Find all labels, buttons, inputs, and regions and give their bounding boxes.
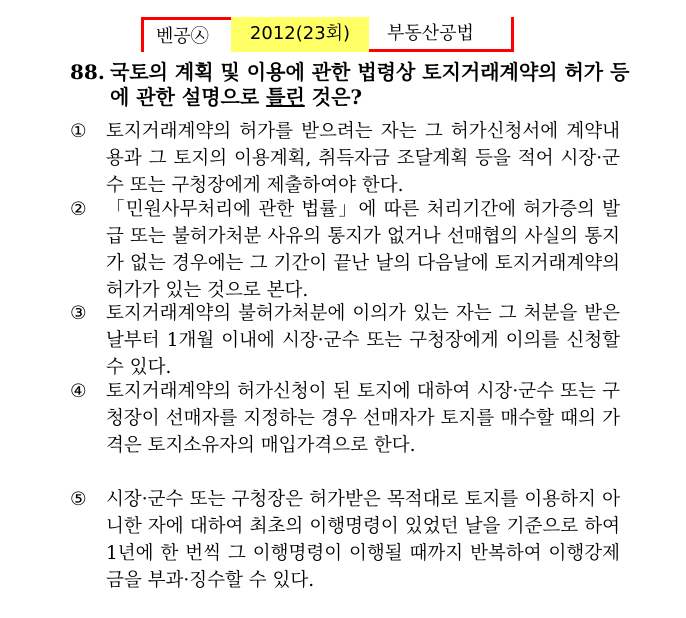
header-tab-subject: 부동산공법 [369,17,514,52]
question-text [110,60,630,110]
header-tab-source: 벤공㉦ [141,17,231,52]
subject-header [141,17,514,52]
option-1-text: 토지거래계약의 허가를 받으려는 자는 그 허가신청서에 계약내용과 그 토지의 이용계획, 취득자금 조달계획 등을 적어 시장·군수 또는 구청장에게 제출하여야 한다. [106,121,620,196]
option-2-mark: ② [70,199,87,220]
question-text-underlined: 틀린 [266,85,305,109]
option-1-mark: ① [70,121,87,142]
header-tab-year: 2012(23회) [231,17,369,52]
option-5-mark: ⑤ [70,489,87,510]
question-text-after: 것은? [304,85,363,109]
option-3-text: 토지거래계약의 불허가처분에 이의가 있는 자는 그 처분을 받은 날부터 1개월 이내에 시장·군수 또는 구청장에게 이의를 신청할 수 있다. [106,303,620,378]
question-text-before: 국토의 계획 및 이용에 관한 법령상 토지거래계약의 허가 등에 관한 설명으로 [110,60,630,109]
option-4-mark: ④ [70,381,87,402]
option-2-text: 「민원사무처리에 관한 법률」에 따른 처리기간에 허가증의 발급 또는 불허가처분 사유의 통지가 없거나 선매협의 사실의 통지가 없는 경우에는 그 기간이 끝난 날의 다음날에 토지거래계약의 허가가 있는 것으로 본다. [106,199,620,301]
option-3-mark: ③ [70,303,87,324]
option-5-text: 시장·군수 또는 구청장은 허가받은 목적대로 토지를 이용하지 아니한 자에 대하여 최초의 이행명령이 있었던 날을 기준으로 하여 1년에 한 번씩 그 이행명령이 이행될 때까지 반복하여 이행강제금을 부과·징수할 수 있다. [106,489,620,591]
option-4-text: 토지거래계약의 허가신청이 된 토지에 대하여 시장·군수 또는 구청장이 선매자를 지정하는 경우 선매자가 토지를 매수할 때의 가격은 토지소유자의 매입가격으로 한다. [106,381,620,456]
question-number: 88. [70,60,105,84]
